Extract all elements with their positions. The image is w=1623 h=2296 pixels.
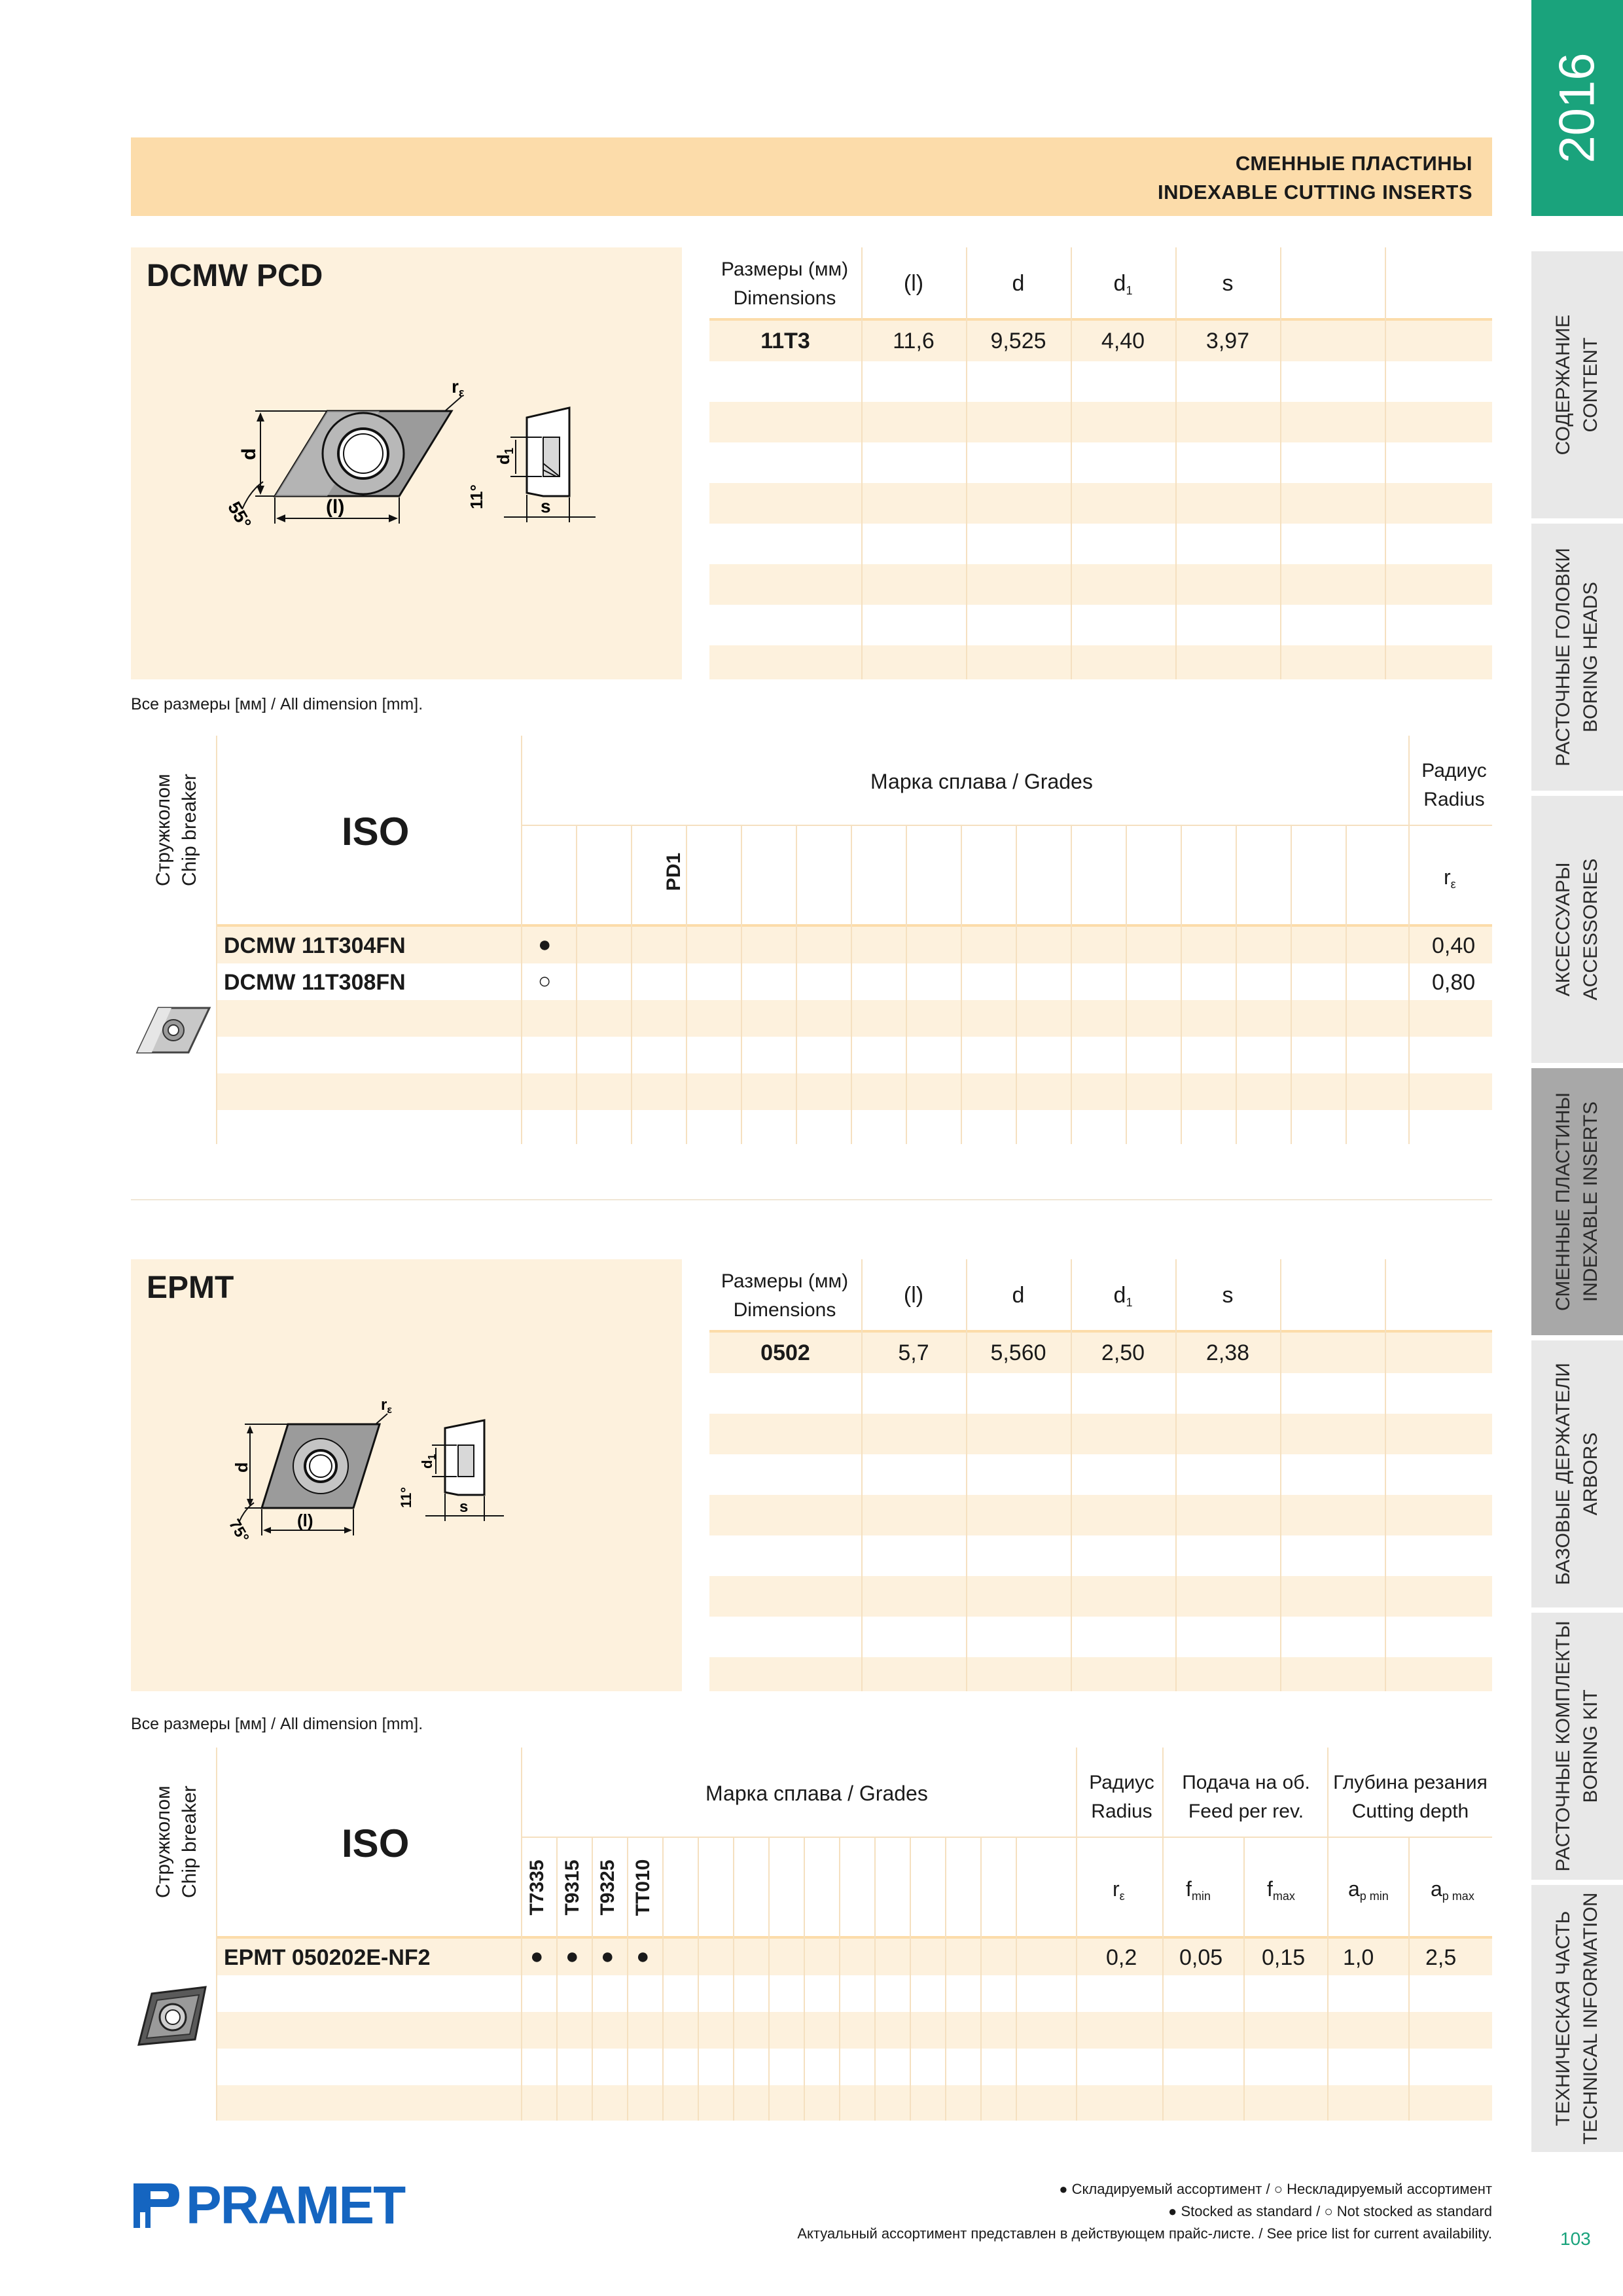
insert-code: DCMW 11T304FN bbox=[224, 933, 406, 958]
grades-table-dcmw bbox=[131, 736, 1492, 1144]
dims-row bbox=[709, 321, 1492, 361]
grade-name: T7335 bbox=[526, 1859, 548, 1916]
page-number: 103 bbox=[1560, 2229, 1591, 2249]
availability-note: Актуальный ассортимент представлен в действующем прайс-листе. / See price list for current availability. bbox=[797, 2225, 1492, 2242]
apmin-symbol: $a_{p min}$ bbox=[1348, 1877, 1389, 1903]
dims-d-value: 5,560 bbox=[990, 1340, 1046, 1365]
brand-logo bbox=[131, 2176, 405, 2235]
dim-label-d1: $d_1$ bbox=[419, 1454, 438, 1469]
tab-label-en: BORING KIT bbox=[1580, 1689, 1601, 1803]
dim-label-d1: $d_1$ bbox=[493, 448, 516, 465]
iso-header: ISO bbox=[342, 1821, 410, 1865]
fmax-value: 0,15 bbox=[1262, 1945, 1306, 1970]
dims-col-l: (l) bbox=[903, 271, 924, 296]
footer-notes bbox=[797, 2178, 1492, 2245]
product-title: DCMW PCD bbox=[147, 259, 323, 293]
dims-size: 11T3 bbox=[760, 329, 810, 353]
stock-mark: ○ bbox=[538, 969, 552, 994]
tab-label-ru: БАЗОВЫЕ ДЕРЖАТЕЛИ bbox=[1552, 1363, 1574, 1585]
grades-title: Марка сплава / Grades bbox=[870, 770, 1093, 793]
dims-header-label: Размеры (мм) Dimensions bbox=[721, 259, 849, 309]
insert-code: DCMW 11T308FN bbox=[224, 970, 406, 995]
iso-header: ISO bbox=[342, 810, 410, 853]
apmin-value: 1,0 bbox=[1343, 1945, 1374, 1970]
grades-table-epmt bbox=[131, 1748, 1492, 2121]
tab-label-ru: СМЕННЫЕ ПЛАСТИНЫ bbox=[1552, 1092, 1574, 1311]
grade-name: T9315 bbox=[562, 1859, 583, 1916]
grade-name: T9325 bbox=[597, 1859, 618, 1916]
brand-name: PRAMET bbox=[186, 2176, 405, 2235]
dim-label-clearance: 11° bbox=[467, 484, 486, 509]
dim-label-angle: 55° bbox=[224, 498, 256, 533]
grade-row bbox=[216, 963, 1492, 1000]
insert-drawing-epmt bbox=[216, 1390, 582, 1560]
dims-col-d1: $d_1$ bbox=[1113, 271, 1133, 297]
dim-label-d: d bbox=[238, 448, 260, 460]
dims-s-value: 2,38 bbox=[1205, 1340, 1250, 1365]
dims-d-value: 9,525 bbox=[990, 329, 1046, 353]
chip-breaker-header: Стружколом Chip breaker bbox=[152, 774, 200, 886]
insert-thumbnail-epmt bbox=[132, 1982, 215, 2054]
chip-breaker-header: Стружколом Chip breaker bbox=[152, 1785, 200, 1898]
dims-s-value: 3,97 bbox=[1205, 329, 1250, 353]
feed-header: Подача на об. Feed per rev. bbox=[1182, 1772, 1310, 1822]
depth-header: Глубина резания Cutting depth bbox=[1333, 1772, 1488, 1822]
dimensions-table-epmt bbox=[709, 1259, 1492, 1691]
dims-col-d: d bbox=[1012, 1283, 1025, 1308]
radius-value: 0,40 bbox=[1432, 933, 1476, 958]
dim-label-s: s bbox=[459, 1498, 469, 1516]
product-title: EPMT bbox=[147, 1270, 234, 1305]
dim-label-d: d bbox=[232, 1462, 251, 1473]
re-symbol: $r_\varepsilon$ bbox=[1113, 1877, 1125, 1903]
units-note: Все размеры [мм] / All dimension [mm]. bbox=[131, 1715, 423, 1733]
apmax-symbol: $a_{p max}$ bbox=[1431, 1877, 1474, 1903]
radius-value: 0,80 bbox=[1432, 970, 1476, 995]
radius-header: Радиус Radius bbox=[1421, 760, 1487, 810]
apmax-value: 2,5 bbox=[1425, 1945, 1457, 1970]
tab-label-ru: ТЕХНИЧЕСКАЯ ЧАСТЬ bbox=[1552, 1910, 1574, 2126]
year-tab bbox=[1531, 0, 1623, 216]
dims-col-s: s bbox=[1222, 271, 1234, 296]
re-symbol: $r_\varepsilon$ bbox=[1444, 865, 1456, 891]
dim-label-re: $r_\varepsilon$ bbox=[381, 1396, 392, 1416]
tab-label-ru: АКСЕССУАРЫ bbox=[1552, 862, 1574, 997]
dims-col-d: d bbox=[1012, 271, 1025, 296]
tab-label-en: INDEXABLE INSERTS bbox=[1580, 1101, 1601, 1302]
stock-mark: ● bbox=[565, 1944, 579, 1969]
fmax-symbol: $f_{max}$ bbox=[1267, 1877, 1295, 1903]
section-divider bbox=[131, 1199, 1492, 1200]
insert-thumbnail-dcmw bbox=[132, 1000, 215, 1059]
tab-label-en: CONTENT bbox=[1580, 337, 1601, 433]
legend-ru: ● Складируемый ассортимент / ○ Нескладируемый ассортимент bbox=[1059, 2181, 1492, 2197]
insert-drawing-dcmw bbox=[203, 346, 622, 568]
fmin-symbol: $f_{min}$ bbox=[1186, 1877, 1211, 1903]
side-tab-technical-information[interactable] bbox=[1531, 1885, 1623, 2152]
year-label: 2016 bbox=[1549, 52, 1605, 164]
dim-label-l: (l) bbox=[326, 496, 345, 518]
header-title-en: INDEXABLE CUTTING INSERTS bbox=[1158, 181, 1472, 204]
fmin-value: 0,05 bbox=[1179, 1945, 1223, 1970]
radius-header: Радиус Radius bbox=[1089, 1772, 1154, 1822]
grade-name: TT010 bbox=[632, 1859, 654, 1916]
grade-row bbox=[216, 927, 1492, 963]
dims-col-s: s bbox=[1222, 1283, 1234, 1308]
legend-en: ● Stocked as standard / ○ Not stocked as standard bbox=[1168, 2203, 1492, 2219]
header-title-ru: СМЕННЫЕ ПЛАСТИНЫ bbox=[1235, 152, 1472, 175]
stock-mark: ● bbox=[530, 1944, 544, 1969]
tab-label-ru: СОДЕРЖАНИЕ bbox=[1552, 314, 1574, 456]
dimensions-table-header bbox=[709, 1259, 1492, 1333]
dim-label-angle: 75° bbox=[225, 1516, 253, 1546]
radius-value: 0,2 bbox=[1106, 1945, 1137, 1970]
dims-header-label: Размеры (мм) Dimensions bbox=[721, 1270, 849, 1321]
dimensions-table-dcmw bbox=[709, 247, 1492, 679]
dims-l-value: 5,7 bbox=[898, 1340, 929, 1365]
tab-label-ru: РАСТОЧНЫЕ ГОЛОВКИ bbox=[1552, 548, 1574, 766]
insert-code: EPMT 050202E-NF2 bbox=[224, 1945, 431, 1970]
side-tab-boring-heads[interactable] bbox=[1531, 524, 1623, 791]
side-tab-boring-kit[interactable] bbox=[1531, 1613, 1623, 1880]
dim-label-clearance: 11° bbox=[398, 1486, 414, 1508]
dims-d1-value: 2,50 bbox=[1101, 1340, 1145, 1365]
product-panel-dcmw bbox=[131, 247, 682, 679]
dims-d1-value: 4,40 bbox=[1101, 329, 1145, 353]
tab-label-en: ACCESSORIES bbox=[1580, 858, 1601, 1001]
tab-label-ru: РАСТОЧНЫЕ КОМПЛЕКТЫ bbox=[1552, 1621, 1574, 1872]
pramet-logo-icon bbox=[131, 2181, 182, 2231]
stock-mark: ● bbox=[538, 932, 552, 957]
units-note: Все размеры [мм] / All dimension [mm]. bbox=[131, 695, 423, 713]
dims-row bbox=[709, 1333, 1492, 1373]
dims-size: 0502 bbox=[760, 1340, 810, 1365]
side-tab-content[interactable] bbox=[1531, 251, 1623, 518]
section-header-band bbox=[131, 137, 1492, 216]
dim-label-re: $r_\varepsilon$ bbox=[452, 376, 465, 399]
product-panel-epmt bbox=[131, 1259, 682, 1691]
tab-label-en: BORING HEADS bbox=[1580, 581, 1601, 733]
dims-l-value: 11,6 bbox=[893, 329, 935, 353]
dims-col-l: (l) bbox=[903, 1283, 924, 1308]
stock-mark: ● bbox=[636, 1944, 650, 1969]
side-tab-arbors[interactable] bbox=[1531, 1340, 1623, 1607]
dimensions-table-header bbox=[709, 247, 1492, 321]
tab-label-en: ARBORS bbox=[1580, 1432, 1601, 1516]
side-tab-accessories[interactable] bbox=[1531, 796, 1623, 1063]
tab-label-en: TECHNICAL INFORMATION bbox=[1580, 1892, 1601, 2145]
dim-label-s: s bbox=[541, 496, 551, 516]
dim-label-l: (l) bbox=[297, 1511, 313, 1530]
stock-mark: ● bbox=[601, 1944, 615, 1969]
side-tab-indexable-inserts[interactable] bbox=[1531, 1068, 1623, 1335]
grade-row bbox=[216, 1939, 1492, 1975]
grade-name: PD1 bbox=[663, 852, 685, 891]
grades-title: Марка сплава / Grades bbox=[705, 1782, 928, 1805]
dims-col-d1: $d_1$ bbox=[1113, 1283, 1133, 1309]
